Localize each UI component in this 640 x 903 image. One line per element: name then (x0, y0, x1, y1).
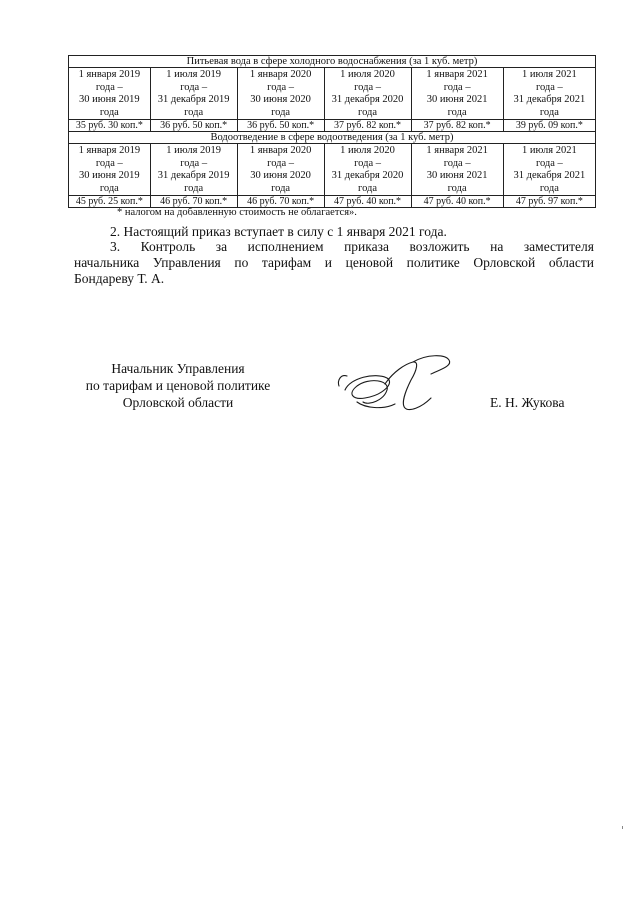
period-cell: 1 января 2021 года – 30 июня 2021 года (411, 68, 503, 120)
tariff-value: 47 руб. 97 коп.* (503, 196, 595, 208)
period-cell: 1 января 2019 года – 30 июня 2019 года (69, 68, 151, 120)
paragraph-3-line-3: Бондареву Т. А. (74, 271, 165, 286)
period-cell: 1 июля 2021 года – 31 декабря 2021 года (503, 144, 595, 196)
position-line-3: Орловской области (122, 395, 234, 410)
period-cell: 1 июля 2021 года – 31 декабря 2021 года (503, 68, 595, 120)
table-period-row (69, 68, 596, 120)
period-cell: 1 июля 2019 года – 31 декабря 2019 года (150, 144, 237, 196)
vat-footnote: * налогом на добавленную стоимость не облагается». (117, 207, 357, 218)
tariff-value: 46 руб. 70 коп.* (150, 196, 237, 208)
tariff-value: 37 руб. 82 коп.* (411, 120, 503, 132)
table-title-row (69, 56, 596, 68)
tariff-value: 36 руб. 50 коп.* (237, 120, 324, 132)
paragraph-3-line-1: 3. Контроль за исполнением приказа возложить на заместителя (110, 239, 594, 254)
table-title: Питьевая вода в сфере холодного водоснабжения (за 1 куб. метр) (69, 56, 596, 68)
table-title: Водоотведение в сфере водоотведения (за 1 куб. метр) (69, 132, 596, 144)
period-cell: 1 января 2021 года – 30 июня 2021 года (411, 144, 503, 196)
paragraph-3 (74, 239, 594, 287)
wastewater-tariff-table (68, 131, 596, 208)
paragraph-3-line-2: начальника Управления по тарифам и ценовой политике Орловской области (74, 255, 594, 270)
table-title-row (69, 132, 596, 144)
signatory-position (68, 360, 288, 411)
tariff-value: 45 руб. 25 коп.* (69, 196, 151, 208)
position-line-1: Начальник Управления (111, 361, 245, 376)
tariff-value: 47 руб. 40 коп.* (324, 196, 411, 208)
position-line-2: по тарифам и ценовой политике (85, 378, 271, 393)
period-cell: 1 июля 2019 года – 31 декабря 2019 года (150, 68, 237, 120)
tariff-value: 35 руб. 30 коп.* (69, 120, 151, 132)
tariff-value: 47 руб. 40 коп.* (411, 196, 503, 208)
tariff-value: 39 руб. 09 коп.* (503, 120, 595, 132)
period-cell: 1 июля 2020 года – 31 декабря 2020 года (324, 144, 411, 196)
handwritten-signature (335, 350, 465, 420)
tariff-value: 46 руб. 70 коп.* (237, 196, 324, 208)
paragraph-2: 2. Настоящий приказ вступает в силу с 1 января 2021 года. (110, 224, 447, 239)
table-period-row (69, 144, 596, 196)
period-cell: 1 июля 2020 года – 31 декабря 2020 года (324, 68, 411, 120)
tariff-value: 36 руб. 50 коп.* (150, 120, 237, 132)
period-cell: 1 января 2020 года – 30 июня 2020 года (237, 144, 324, 196)
tariff-value: 37 руб. 82 коп.* (324, 120, 411, 132)
cold-water-tariff-table (68, 55, 596, 132)
period-cell: 1 января 2019 года – 30 июня 2019 года (69, 144, 151, 196)
signer-name: Е. Н. Жукова (490, 395, 565, 410)
scan-speck (622, 826, 623, 829)
period-cell: 1 января 2020 года – 30 июня 2020 года (237, 68, 324, 120)
